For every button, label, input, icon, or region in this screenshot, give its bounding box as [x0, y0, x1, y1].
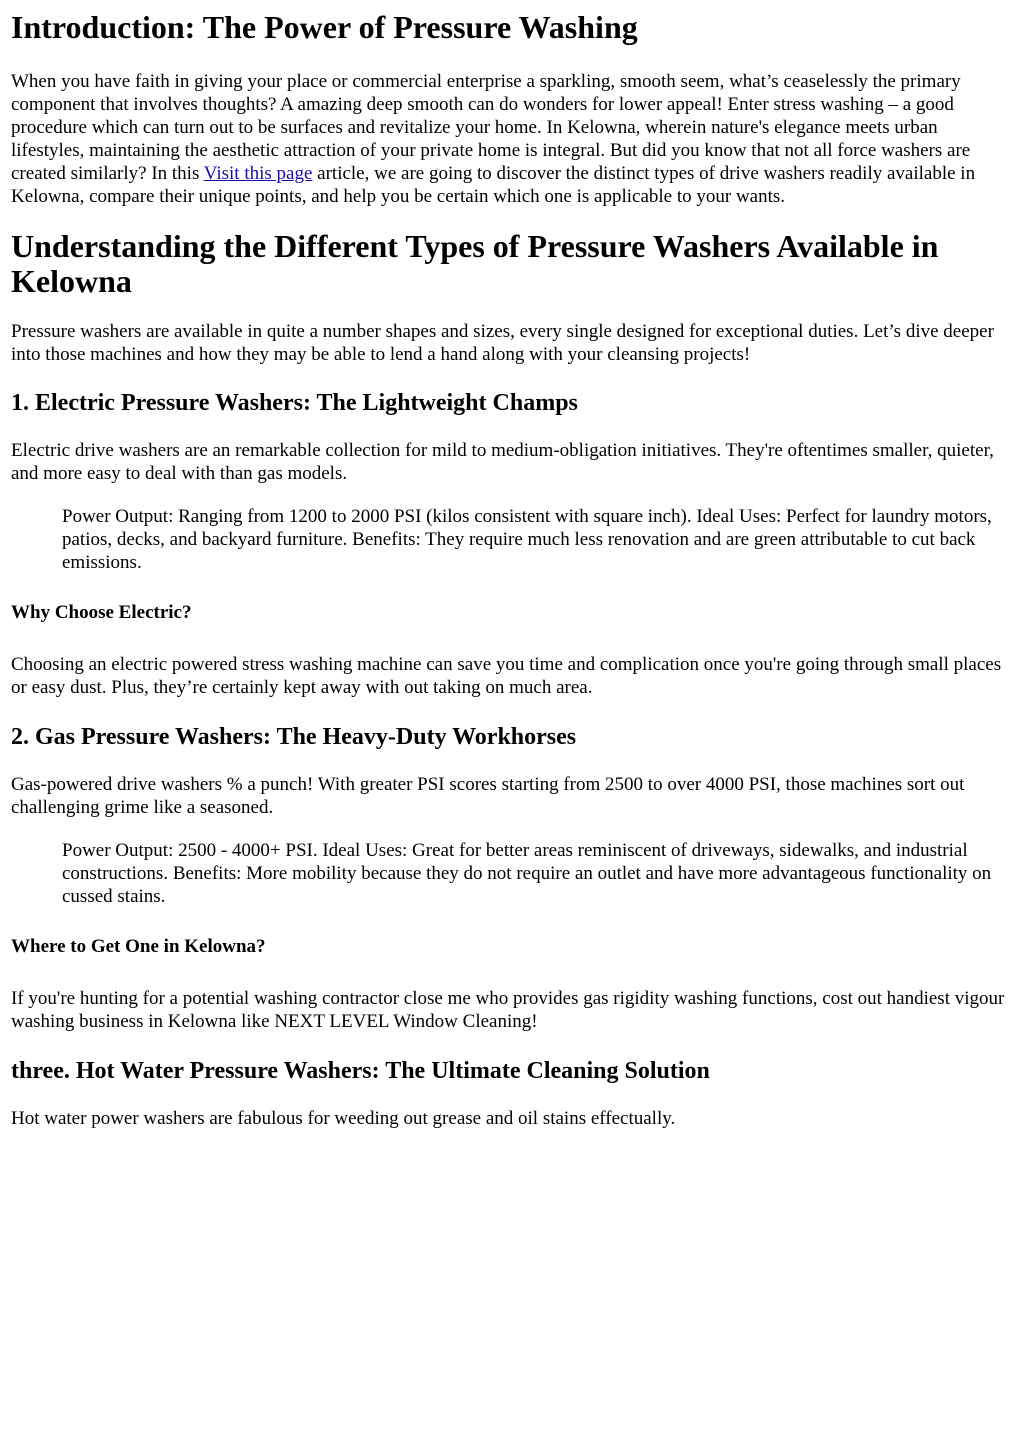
- types-title: Understanding the Different Types of Pressure Washers Available in Kelowna: [11, 228, 939, 299]
- hot-water-heading: three. Hot Water Pressure Washers: The Ultimate Cleaning Solution: [11, 1058, 710, 1084]
- why-choose-electric-paragraph: Choosing an electric powered stress washing machine can save you time and complication once you're going through small places or easy dust. Plus, they’re certainly kept away with out taking on much area.: [11, 654, 1002, 698]
- gas-specs-quote: Power Output: 2500 - 4000+ PSI. Ideal Uses: Great for better areas reminiscent of driveways, sidewalks, and industrial constructions. Benefits: More mobility because they do not require an outlet and have more advantageous functionality on cussed stains.: [62, 840, 992, 907]
- hot-water-paragraph: Hot water power washers are fabulous for weeding out grease and oil stains effectually.: [11, 1108, 676, 1129]
- intro-paragraph: [11, 70, 1014, 208]
- electric-specs-quote: Power Output: Ranging from 1200 to 2000 PSI (kilos consistent with square inch). Ideal Uses: Perfect for laundry motors, patios, decks, and backyard furniture. Benefits: They require much less renovation and are green attributable to cut back emissions.: [62, 506, 992, 573]
- gas-heading: 2. Gas Pressure Washers: The Heavy-Duty Workhorses: [11, 724, 577, 750]
- intro-text-before-link: When you have faith in giving your place or commercial enterprise a sparkling, smooth seem, what’s ceaselessly the primary component that involves thoughts? A amazing deep smooth can do wonders for lower appeal! Enter stress washing – a good procedure which can turn out to be surfaces and revitalize your home. In Kelowna, wherein nature's elegance meets urban lifestyles, maintaining the aesthetic attraction of your private home is integral. But did you know that not all force washers are created similarly? In this: [11, 71, 971, 184]
- types-intro-paragraph: Pressure washers are available in quite a number shapes and sizes, every single designed for exceptional duties. Let’s dive deeper into those machines and how they may be able to lend a hand along with your cleansing projects!: [11, 321, 994, 365]
- where-to-get-heading: Where to Get One in Kelowna?: [11, 936, 266, 957]
- intro-title: Introduction: The Power of Pressure Washing: [11, 9, 638, 45]
- electric-heading: 1. Electric Pressure Washers: The Lightweight Champs: [11, 390, 578, 416]
- why-choose-electric-heading: Why Choose Electric?: [11, 602, 192, 623]
- article-page: [0, 9, 1024, 1130]
- intro-text-after-link: article, we are going to discover the distinct types of drive washers readily available in Kelowna, compare their unique points, and help you be certain which one is applicable to your wants.: [11, 163, 976, 207]
- visit-this-page-link[interactable]: Visit this page: [203, 163, 313, 184]
- electric-paragraph: Electric drive washers are an remarkable collection for mild to medium-obligation initiatives. They're oftentimes smaller, quieter, and more easy to deal with than gas models.: [11, 440, 994, 484]
- gas-paragraph: Gas-powered drive washers % a punch! With greater PSI scores starting from 2500 to over 4000 PSI, those machines sort out challenging grime like a seasoned.: [11, 774, 965, 818]
- where-to-get-paragraph: If you're hunting for a potential washing contractor close me who provides gas rigidity washing functions, cost out handiest vigour washing business in Kelowna like NEXT LEVEL Window Cleaning!: [11, 988, 1005, 1032]
